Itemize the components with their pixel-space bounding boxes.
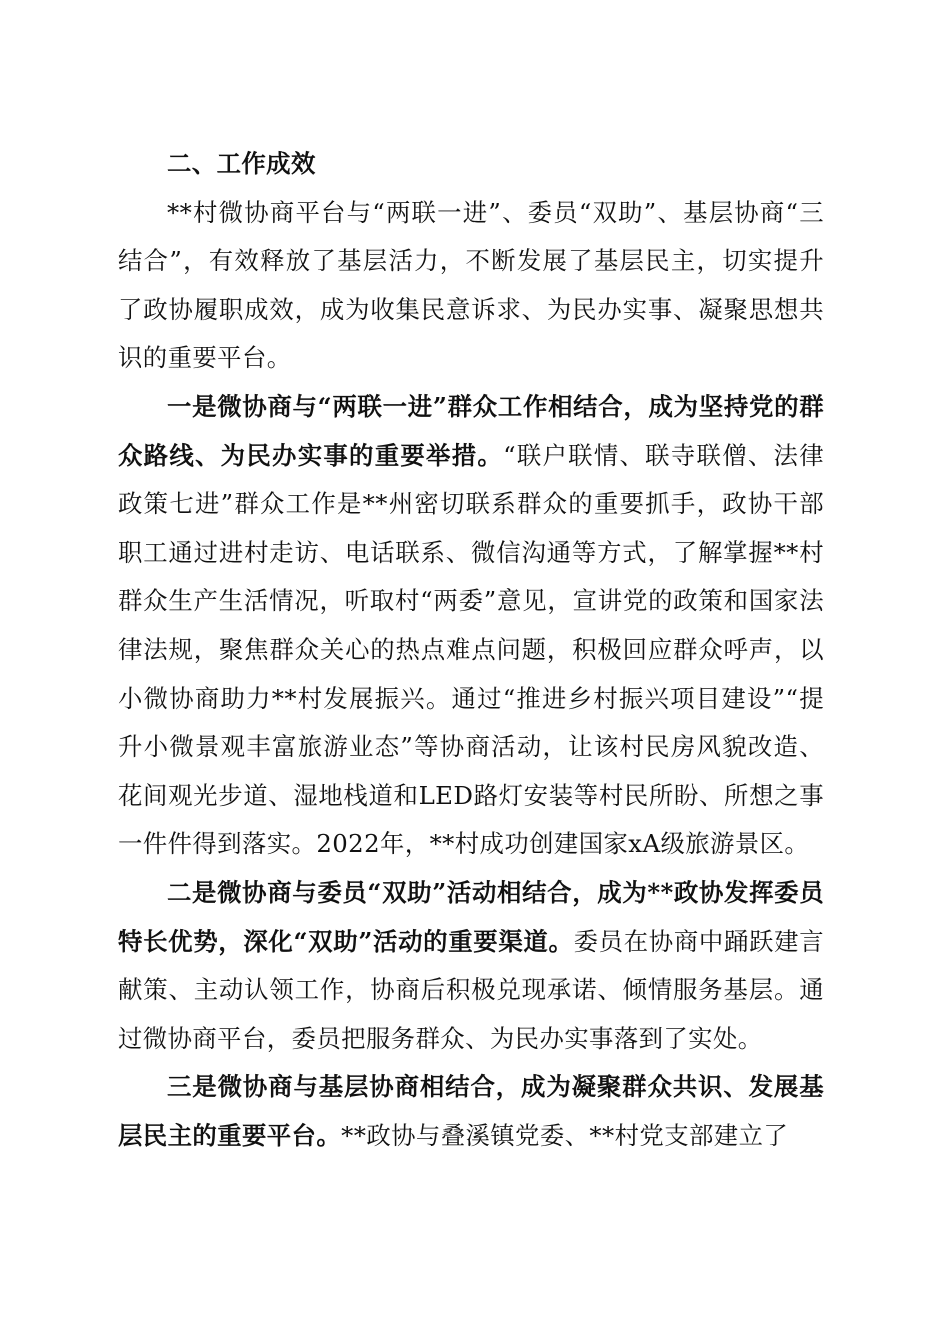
point-one-paragraph <box>118 383 824 869</box>
point-two-lead: 二是微协商与委员“双助”活动相结合，成为**政协发挥委员特长优势，深化“双助”活动的重要渠道。 <box>118 877 824 956</box>
document-page <box>118 140 824 1160</box>
point-three-body: **政协与叠溪镇党委、**村党支部建立了 <box>341 1120 789 1150</box>
point-two-paragraph <box>118 869 824 1063</box>
point-three-paragraph <box>118 1063 824 1160</box>
point-three-lead: 三是微协商与基层协商相结合，成为凝聚群众共识、发展基层民主的重要平台。 <box>118 1072 824 1150</box>
section-heading: 二、工作成效 <box>167 149 316 178</box>
point-one-body: “联户联情、联寺联僧、法律政策七进”群众工作是**州密切联系群众的重要抓手，政协干部职工通过进村走访、电话联系、微信沟通等方式，了解掌握**村群众生产生活情况，听取村“两委”意见，宣讲党的政策和国家法律法规，聚焦群众关心的热点难点问题，积极回应群众呼声，以小微协商助力**村发展振兴。通过“推进乡村振兴项目建设”“提升小微景观丰富旅游业态”等协商活动，让该村民房风貌改造、花间观光步道、湿地栈道和LED路灯安装等村民所盼、所想之事一件件得到落实。2022年，**村成功创建国家xA级旅游景区。 <box>118 440 824 859</box>
point-one-lead: 一是微协商与“两联一进”群众工作相结合，成为坚持党的群众路线、为民办实事的重要举措。 <box>118 391 824 470</box>
intro-paragraph: **村微协商平台与“两联一进”、委员“双助”、基层协商“三结合”，有效释放了基层活力，不断发展了基层民主，切实提升了政协履职成效，成为收集民意诉求、为民办实事、凝聚思想共识的重要平台。 <box>118 197 824 373</box>
point-two-body: 委员在协商中踊跃建言献策、主动认领工作，协商后积极兑现承诺、倾情服务基层。通过微协商平台，委员把服务群众、为民办实事落到了实处。 <box>118 926 824 1053</box>
